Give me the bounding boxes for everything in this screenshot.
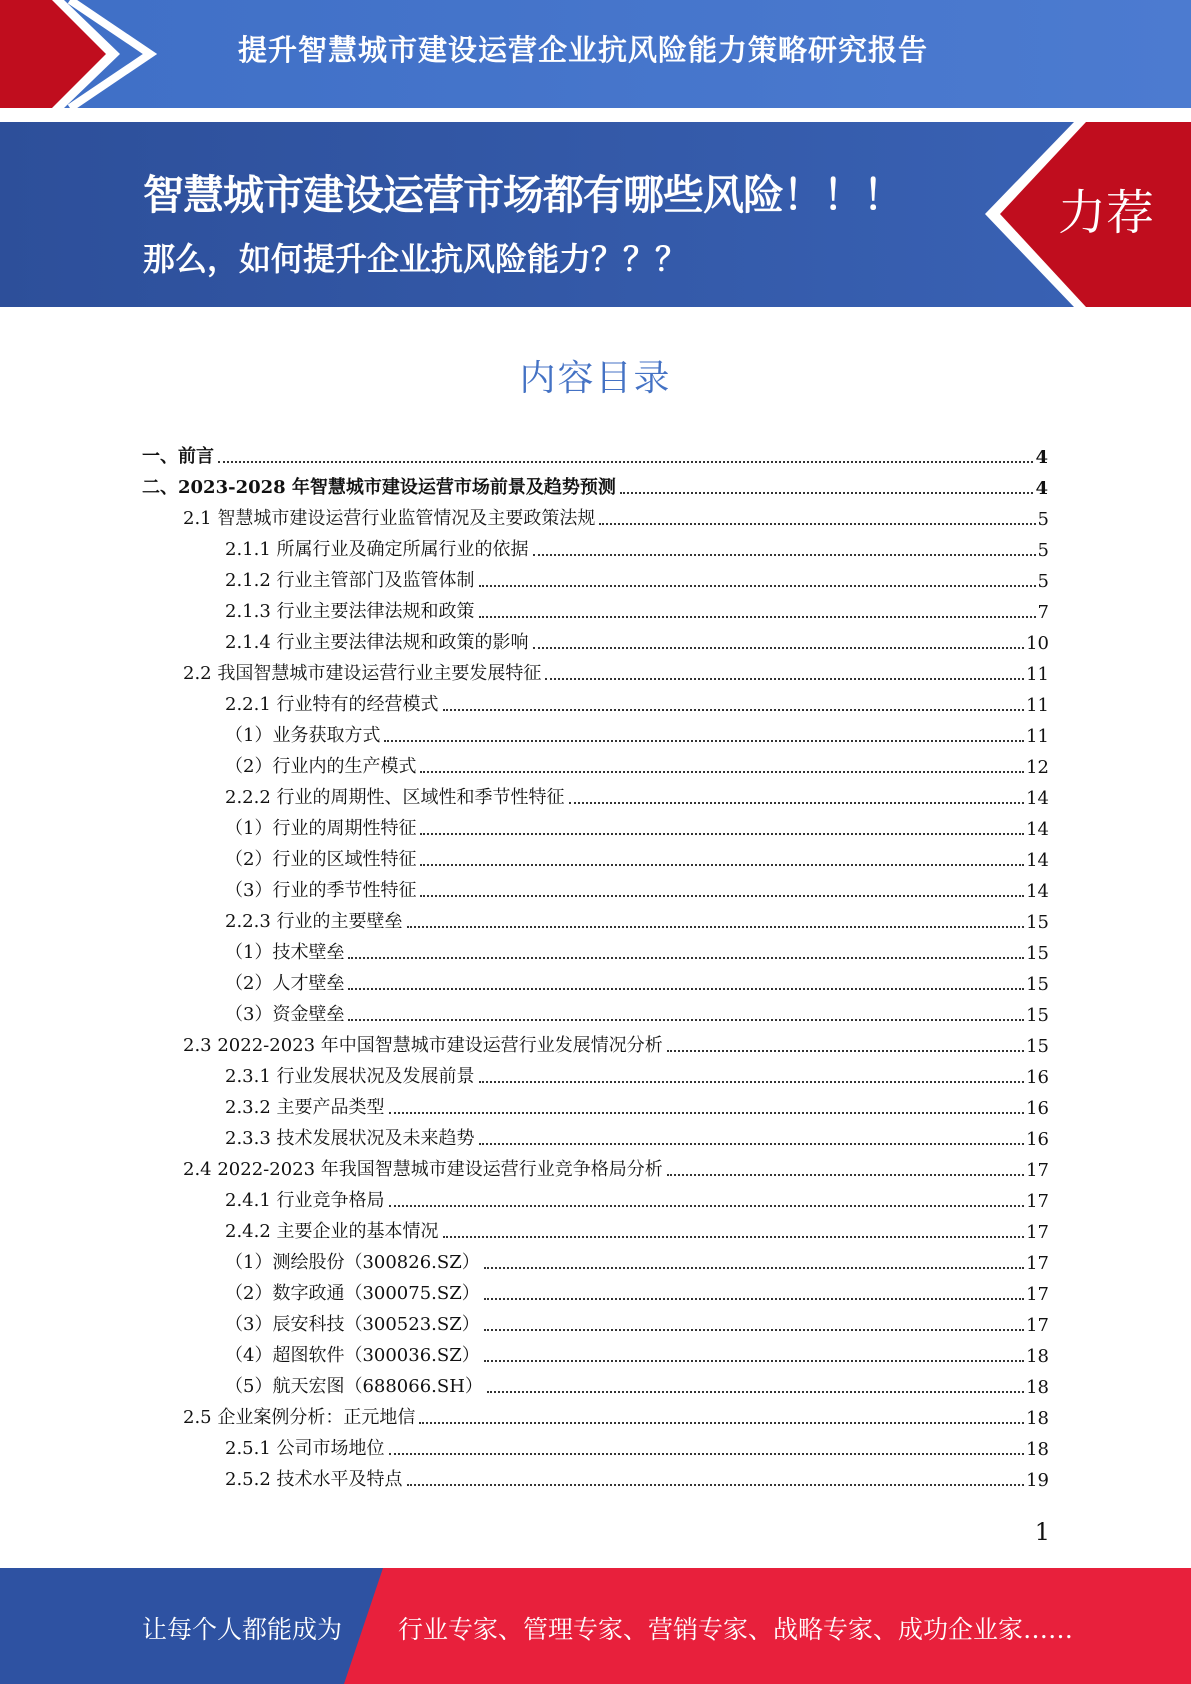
toc-dot-leader (479, 584, 1036, 587)
toc-entry[interactable] (225, 995, 1049, 1026)
toc-entry-page: 5 (1037, 571, 1049, 592)
toc-entry[interactable] (225, 1243, 1049, 1274)
toc-entry-page: 14 (1026, 788, 1049, 809)
toc-entry-page: 14 (1026, 881, 1049, 902)
toc-entry[interactable] (183, 1150, 1049, 1181)
toc-entry-page: 16 (1026, 1067, 1049, 1088)
toc-entry[interactable] (225, 1460, 1049, 1491)
toc-entry-label: 2.5 企业案例分析：正元地信 (183, 1407, 416, 1428)
toc-dot-leader (348, 1018, 1024, 1021)
footer-slogan-left: 让每个人都能成为 (142, 1615, 343, 1644)
toc-title: 内容目录 (519, 358, 672, 399)
toc-dot-leader (533, 646, 1025, 649)
toc-entry-label: 2.3.3 技术发展状况及未来趋势 (225, 1128, 475, 1149)
toc-entry-page: 14 (1026, 819, 1049, 840)
page-number: 1 (1034, 1518, 1050, 1546)
toc-entry-page: 18 (1026, 1377, 1049, 1398)
toc-entry-page: 11 (1026, 695, 1049, 716)
toc-entry-label: 2.4.2 主要企业的基本情况 (225, 1221, 439, 1242)
toc-dot-leader (443, 1235, 1025, 1238)
toc-dot-leader (389, 1204, 1025, 1207)
headline-banner (0, 122, 1191, 307)
toc-dot-leader (620, 491, 1034, 494)
toc-dot-leader (407, 925, 1025, 928)
toc-dot-leader (218, 460, 1033, 463)
toc-dot-leader (384, 739, 1024, 742)
toc-entry[interactable] (225, 1274, 1049, 1305)
toc-entry-label: （1）行业的周期性特征 (225, 818, 417, 839)
toc-entry[interactable] (183, 1026, 1049, 1057)
headline-question: 智慧城市建设运营市场都有哪些风险！！！ (143, 171, 903, 219)
toc-entry-page: 17 (1026, 1191, 1049, 1212)
toc-entry-label: 2.1.3 行业主要法律法规和政策 (225, 601, 475, 622)
toc-entry-label: 2.2.1 行业特有的经营模式 (225, 694, 439, 715)
toc-dot-leader (419, 1421, 1024, 1424)
toc-dot-leader (389, 1111, 1025, 1114)
toc-dot-leader (533, 553, 1036, 556)
toc-dot-leader (443, 708, 1025, 711)
toc-entry[interactable] (225, 1367, 1049, 1398)
toc-dot-leader (484, 1359, 1024, 1362)
toc-entry-label: 2.1.1 所属行业及确定所属行业的依据 (225, 539, 529, 560)
toc-entry-page: 15 (1026, 943, 1049, 964)
toc-entry-page: 4 (1035, 478, 1048, 499)
toc-entry[interactable] (225, 933, 1049, 964)
toc-entry[interactable] (225, 778, 1049, 809)
toc-entry-page: 16 (1026, 1098, 1049, 1119)
toc-dot-leader (545, 677, 1024, 680)
toc-entry-label: 2.2.3 行业的主要壁垒 (225, 911, 403, 932)
toc-entry-label: （3）行业的季节性特征 (225, 880, 417, 901)
recommend-badge: 力荐 (1058, 185, 1155, 241)
toc-entry-page: 12 (1026, 757, 1049, 778)
toc-entry[interactable] (225, 809, 1049, 840)
toc-entry-label: （2）行业的区域性特征 (225, 849, 417, 870)
toc-entry-label: 2.1.2 行业主管部门及监管体制 (225, 570, 475, 591)
toc-entry-label: 2.3 2022-2023 年中国智慧城市建设运营行业发展情况分析 (183, 1035, 663, 1056)
toc-entry[interactable] (142, 468, 1048, 499)
toc-dot-leader (348, 987, 1024, 990)
toc-dot-leader (484, 1297, 1024, 1300)
toc-dot-leader (348, 956, 1024, 959)
toc-dot-leader (420, 832, 1024, 835)
toc-entry-page: 18 (1026, 1346, 1049, 1367)
toc-entry-label: 2.4 2022-2023 年我国智慧城市建设运营行业竞争格局分析 (183, 1159, 663, 1180)
toc-entry[interactable] (183, 1398, 1049, 1429)
toc-entry-page: 15 (1026, 912, 1049, 933)
toc-entry[interactable] (225, 1429, 1049, 1460)
toc-entry[interactable] (225, 685, 1049, 716)
footer-slogan-right: 行业专家、管理专家、营销专家、战略专家、成功企业家…… (398, 1615, 1074, 1644)
toc-entry-label: 2.1.4 行业主要法律法规和政策的影响 (225, 632, 529, 653)
toc-entry-label: 二、2023-2028 年智慧城市建设运营市场前景及趋势预测 (142, 477, 616, 498)
toc-entry-label: 2.1 智慧城市建设运营行业监管情况及主要政策法规 (183, 508, 596, 529)
toc-entry-label: 2.3.1 行业发展状况及发展前景 (225, 1066, 475, 1087)
toc-dot-leader (420, 770, 1024, 773)
toc-entry[interactable] (183, 654, 1049, 685)
toc-entry-page: 4 (1035, 447, 1048, 468)
toc-entry[interactable] (225, 623, 1049, 654)
toc-entry[interactable] (225, 964, 1049, 995)
toc-entry[interactable] (225, 747, 1049, 778)
toc-entry[interactable] (225, 561, 1049, 592)
toc-entry-page: 7 (1037, 602, 1049, 623)
toc-entry-label: （1）技术壁垒 (225, 942, 345, 963)
toc-entry-label: （2）人才壁垒 (225, 973, 345, 994)
toc-entry[interactable] (225, 1057, 1049, 1088)
toc-entry[interactable] (225, 1305, 1049, 1336)
toc-entry-page: 15 (1026, 1036, 1049, 1057)
toc-entry-label: 一、前言 (142, 446, 214, 467)
toc-entry-page: 5 (1037, 540, 1049, 561)
toc-entry[interactable] (225, 530, 1049, 561)
report-title: 提升智慧城市建设运营企业抗风险能力策略研究报告 (238, 33, 929, 67)
toc-entry-label: 2.4.1 行业竞争格局 (225, 1190, 385, 1211)
toc-entry[interactable] (225, 1181, 1049, 1212)
toc-entry-page: 15 (1026, 1005, 1049, 1026)
toc-entry-label: （1）业务获取方式 (225, 725, 381, 746)
toc-entry-page: 14 (1026, 850, 1049, 871)
toc-entry-label: （3）资金壁垒 (225, 1004, 345, 1025)
toc-entry[interactable] (225, 1212, 1049, 1243)
toc-entry[interactable] (225, 716, 1049, 747)
toc-entry-page: 18 (1026, 1408, 1049, 1429)
toc-entry-label: 2.5.1 公司市场地位 (225, 1438, 385, 1459)
toc-entry[interactable] (225, 1088, 1049, 1119)
toc-entry[interactable] (225, 592, 1049, 623)
toc-entry-label: （5）航天宏图（688066.SH） (225, 1376, 483, 1397)
toc-entry-page: 5 (1037, 509, 1049, 530)
toc-dot-leader (479, 1080, 1025, 1083)
toc-entry-label: 2.2 我国智慧城市建设运营行业主要发展特征 (183, 663, 542, 684)
toc-entry-page: 17 (1026, 1315, 1049, 1336)
toc-entry-page: 19 (1026, 1470, 1049, 1491)
toc-entry[interactable] (183, 499, 1049, 530)
top-banner (0, 0, 1191, 112)
toc-dot-leader (667, 1049, 1024, 1052)
toc-entry-label: （2）数字政通（300075.SZ） (225, 1283, 480, 1304)
toc-entry-page: 17 (1026, 1222, 1049, 1243)
toc-dot-leader (479, 615, 1036, 618)
toc-entry-label: 2.5.2 技术水平及特点 (225, 1469, 403, 1490)
toc-dot-leader (420, 894, 1024, 897)
toc-entry-page: 15 (1026, 974, 1049, 995)
toc-dot-leader (569, 801, 1025, 804)
toc-entry-page: 11 (1026, 726, 1049, 747)
toc-entry-label: （4）超图软件（300036.SZ） (225, 1345, 480, 1366)
toc-entry-label: （3）辰安科技（300523.SZ） (225, 1314, 480, 1335)
toc-entry[interactable] (142, 437, 1048, 468)
toc-entry-page: 17 (1026, 1253, 1049, 1274)
toc-dot-leader (484, 1266, 1024, 1269)
toc-dot-leader (599, 522, 1035, 525)
toc-entry-page: 17 (1026, 1160, 1049, 1181)
toc-dot-leader (407, 1483, 1025, 1486)
toc-dot-leader (389, 1452, 1025, 1455)
toc-entry-label: （2）行业内的生产模式 (225, 756, 417, 777)
toc-entry-page: 10 (1026, 633, 1049, 654)
toc-entry-page: 17 (1026, 1284, 1049, 1305)
toc-dot-leader (420, 863, 1024, 866)
toc-entry-page: 11 (1026, 664, 1049, 685)
footer-banner (0, 1568, 1191, 1684)
toc-entry[interactable] (225, 1119, 1049, 1150)
toc-dot-leader (484, 1328, 1024, 1331)
toc-entry-label: （1）测绘股份（300826.SZ） (225, 1252, 480, 1273)
toc-entry-label: 2.3.2 主要产品类型 (225, 1097, 385, 1118)
toc-entry[interactable] (225, 902, 1049, 933)
toc-entry-page: 16 (1026, 1129, 1049, 1150)
toc-dot-leader (667, 1173, 1024, 1176)
toc-entry[interactable] (225, 1336, 1049, 1367)
toc-entry[interactable] (225, 871, 1049, 902)
toc-dot-leader (487, 1390, 1024, 1393)
toc-entry-label: 2.2.2 行业的周期性、区域性和季节性特征 (225, 787, 565, 808)
toc-entry-page: 18 (1026, 1439, 1049, 1460)
headline-subquestion: 那么，如何提升企业抗风险能力？？？ (143, 240, 688, 278)
toc-entry[interactable] (225, 840, 1049, 871)
toc-dot-leader (479, 1142, 1025, 1145)
